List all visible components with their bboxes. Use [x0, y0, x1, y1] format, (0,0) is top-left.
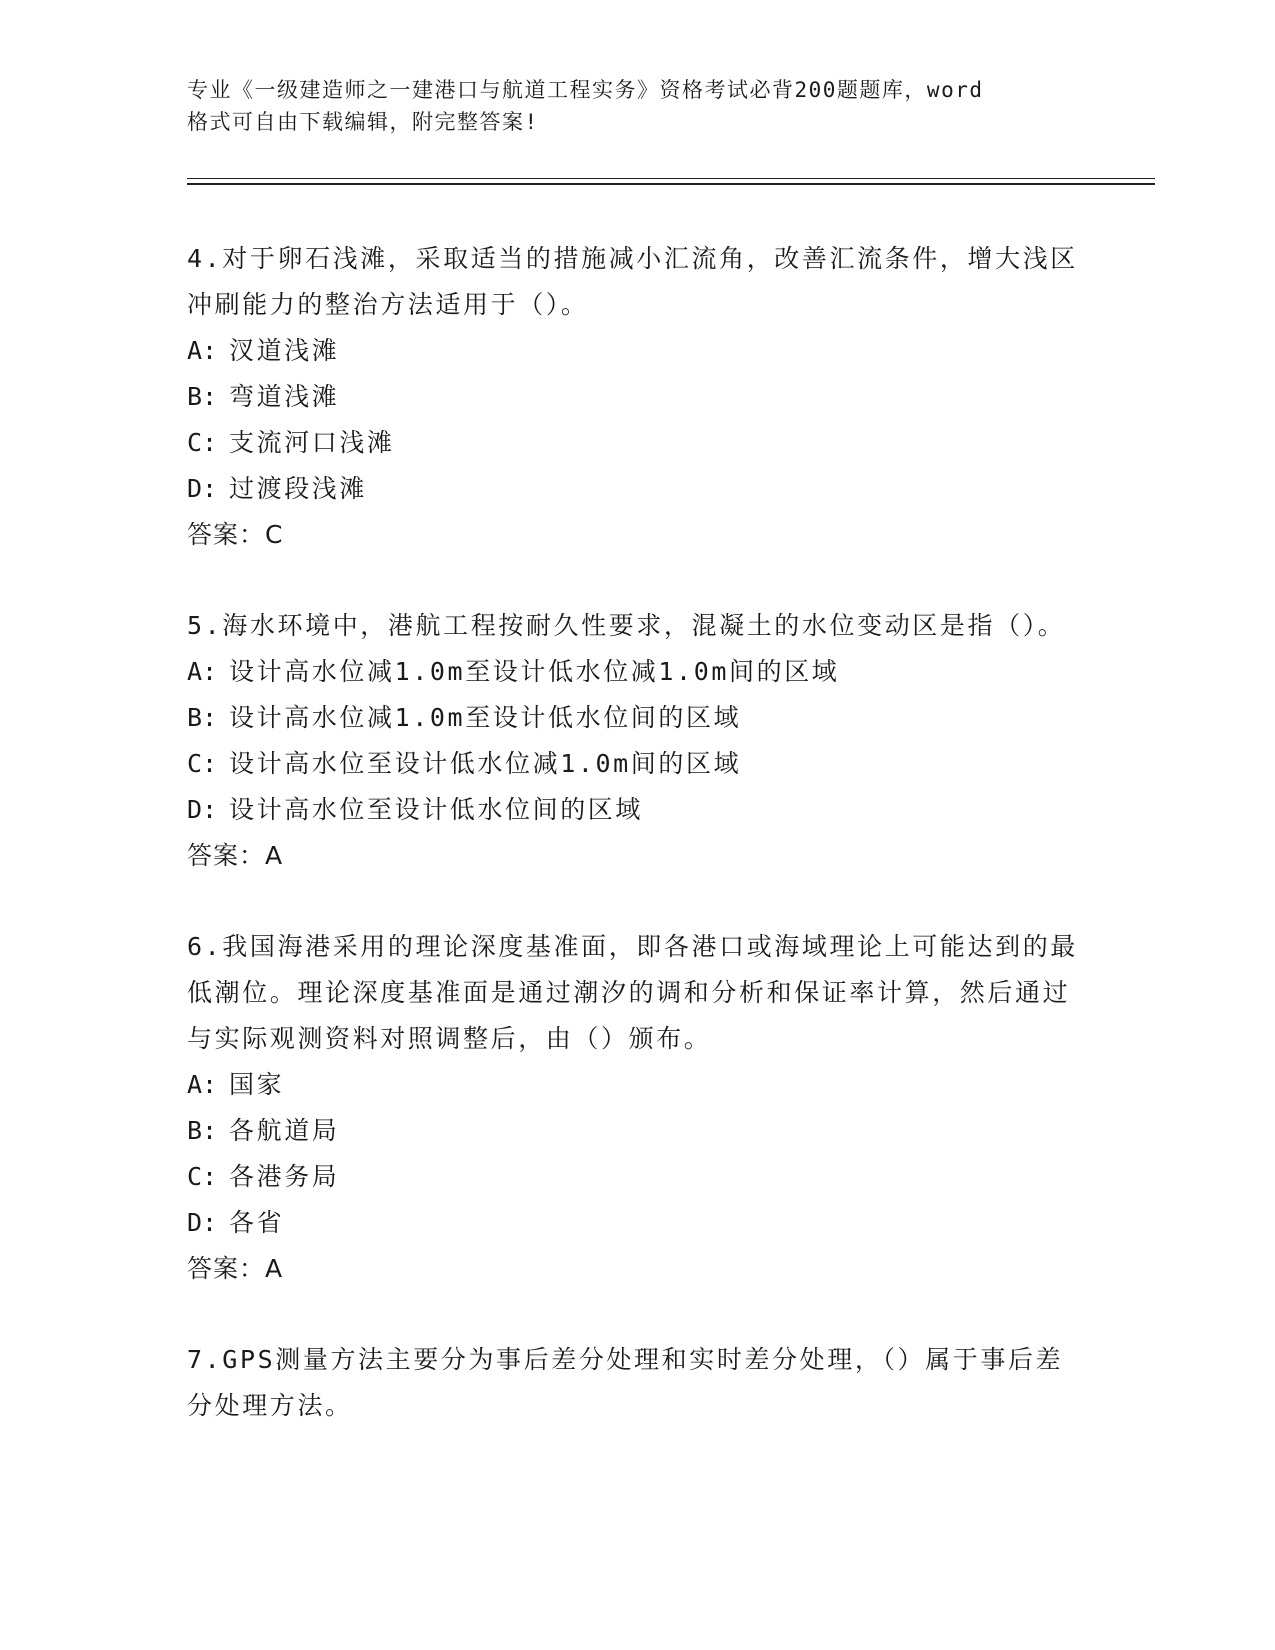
option-text: 各省: [229, 1208, 285, 1237]
option-letter: C:: [187, 1162, 218, 1191]
option-text: 各港务局: [229, 1162, 340, 1191]
option-letter: B:: [187, 703, 218, 732]
question-6: [187, 924, 1087, 1292]
option-text: 设计高水位至设计低水位间的区域: [229, 795, 644, 824]
option-d: [187, 787, 1087, 833]
option-b: [187, 374, 1087, 420]
option-letter: B:: [187, 382, 218, 411]
option-letter: B:: [187, 1116, 218, 1145]
question-list: [187, 236, 1087, 1429]
option-text: 弯道浅滩: [229, 382, 340, 411]
option-b: [187, 695, 1087, 741]
option-a: [187, 1062, 1087, 1108]
question-text: 5.海水环境中，港航工程按耐久性要求，混凝土的水位变动区是指（）。: [187, 611, 1066, 640]
option-letter: A:: [187, 1070, 218, 1099]
option-a: [187, 328, 1087, 374]
answer-line: 答案：A: [187, 1254, 284, 1283]
option-letter: C:: [187, 428, 218, 457]
option-text: 过渡段浅滩: [229, 474, 368, 503]
option-c: [187, 741, 1087, 787]
option-d: [187, 466, 1087, 512]
option-c: [187, 1154, 1087, 1200]
question-4: [187, 236, 1087, 558]
question-7: [187, 1337, 1087, 1429]
header-line-1: 专业《一级建造师之一建港口与航道工程实务》资格考试必背200题题库，word: [187, 78, 984, 102]
option-text: 各航道局: [229, 1116, 340, 1145]
option-text: 设计高水位至设计低水位减1.0m间的区域: [229, 749, 742, 778]
answer-line: 答案：C: [187, 520, 284, 549]
option-a: [187, 649, 1087, 695]
document-header: [187, 74, 1067, 138]
option-letter: D:: [187, 1208, 218, 1237]
option-d: [187, 1200, 1087, 1246]
answer-line: 答案：A: [187, 841, 284, 870]
option-letter: A:: [187, 336, 218, 365]
question-text: 4.对于卵石浅滩，采取适当的措施减小汇流角，改善汇流条件，增大浅区冲刷能力的整治方法适用于（）。: [187, 244, 1078, 319]
header-line-2: 格式可自由下载编辑，附完整答案!: [187, 110, 539, 134]
option-letter: D:: [187, 795, 218, 824]
question-text: 6.我国海港采用的理论深度基准面，即各港口或海域理论上可能达到的最低潮位。理论深度基准面是通过潮汐的调和分析和保证率计算，然后通过与实际观测资料对照调整后，由（）颁布。: [187, 932, 1078, 1053]
option-text: 汊道浅滩: [229, 336, 340, 365]
option-letter: A:: [187, 657, 218, 686]
option-text: 支流河口浅滩: [229, 428, 395, 457]
question-5: [187, 603, 1087, 879]
option-b: [187, 1108, 1087, 1154]
option-letter: D:: [187, 474, 218, 503]
option-text: 国家: [229, 1070, 285, 1099]
option-text: 设计高水位减1.0m至设计低水位减1.0m间的区域: [229, 657, 840, 686]
question-text: 7.GPS测量方法主要分为事后差分处理和实时差分处理，（）属于事后差分处理方法。: [187, 1345, 1064, 1420]
option-c: [187, 420, 1087, 466]
header-divider-thin: [187, 178, 1155, 179]
header-divider-thick: [187, 183, 1155, 185]
option-letter: C:: [187, 749, 218, 778]
option-text: 设计高水位减1.0m至设计低水位间的区域: [229, 703, 742, 732]
